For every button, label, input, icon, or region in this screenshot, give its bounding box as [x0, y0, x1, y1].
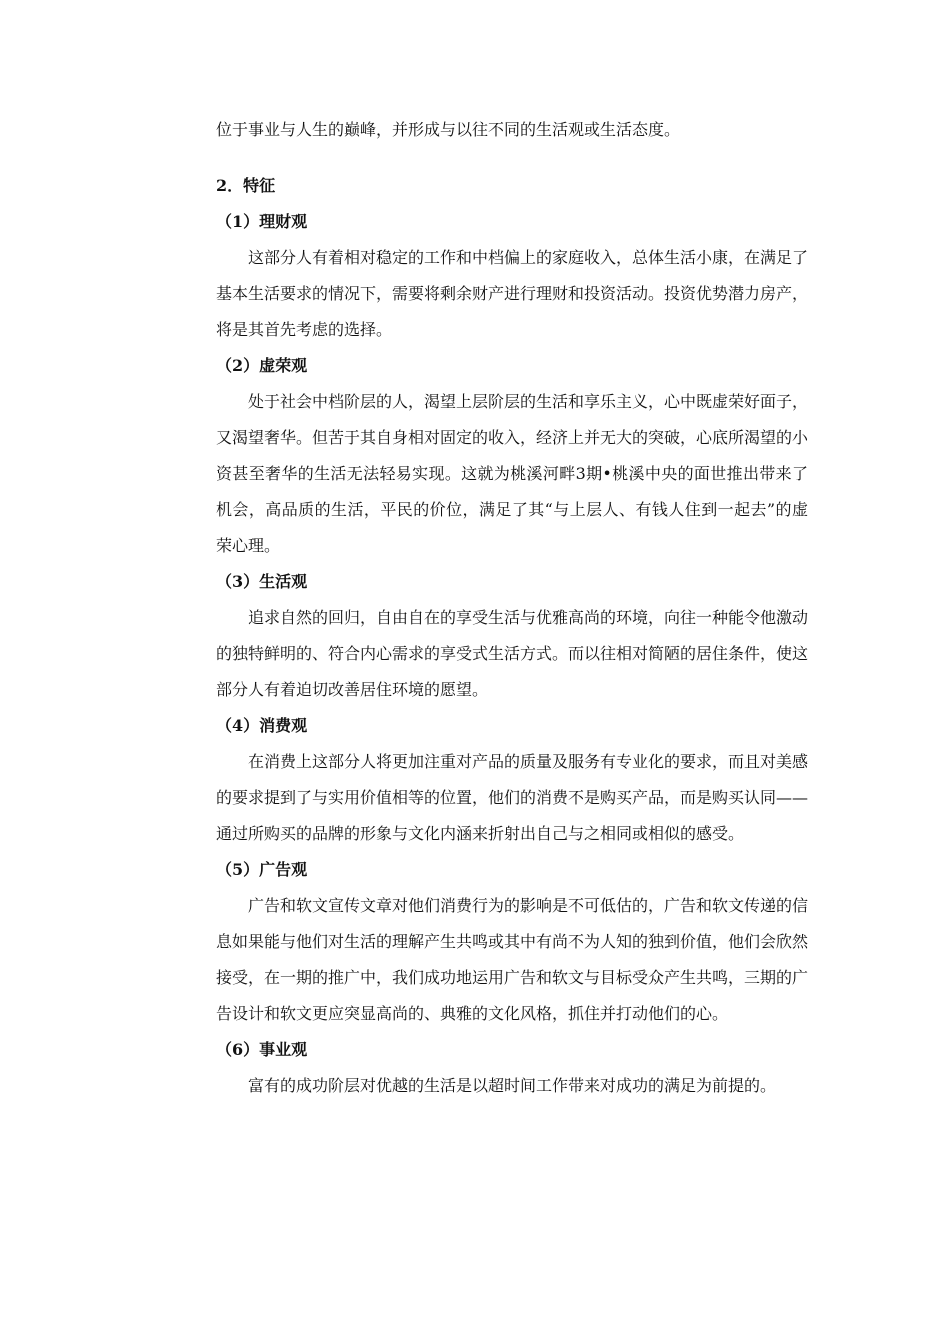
document-page: [216, 112, 808, 1104]
subsection-heading-vanity: （2）虚荣观: [216, 356, 308, 375]
section-heading-features: 2．特征: [216, 176, 276, 195]
subsection-text-consumption: 在消费上这部分人将更加注重对产品的质量及服务有专业化的要求，而且对美感的要求提到了与实用价值相等的位置，他们的消费不是购买产品，而是购买认同——通过所购买的品牌的形象与文化内涵来折射出自己与之相同或相似的感受。: [216, 752, 809, 843]
subsection-heading-advertising: （5）广告观: [216, 860, 308, 879]
subsection-heading-consumption: （4）消费观: [216, 716, 308, 735]
subsection-heading-career: （6）事业观: [216, 1040, 308, 1059]
subsection-text-vanity: 处于社会中档阶层的人，渴望上层阶层的生活和享乐主义，心中既虚荣好面子，又渴望奢华。但苦于其自身相对固定的收入，经济上并无大的突破，心底所渴望的小资甚至奢华的生活无法轻易实现。这就为桃溪河畔3期•桃溪中央的面世推出带来了机会，高品质的生活，平民的价位，满足了其“与上层人、有钱人住到一起去”的虚荣心理。: [216, 392, 809, 555]
subsection-text-career: 富有的成功阶层对优越的生活是以超时间工作带来对成功的满足为前提的。: [248, 1076, 777, 1095]
subsection-heading-finance: （1）理财观: [216, 212, 308, 231]
subsection-text-lifestyle: 追求自然的回归，自由自在的享受生活与优雅高尚的环境，向往一种能令他激动的独特鲜明的、符合内心需求的享受式生活方式。而以往相对简陋的居住条件，使这部分人有着迫切改善居住环境的愿望。: [216, 608, 809, 699]
intro-line: 位于事业与人生的巅峰，并形成与以往不同的生活观或生活态度。: [216, 120, 681, 139]
subsection-text-advertising: 广告和软文宣传文章对他们消费行为的影响是不可低估的，广告和软文传递的信息如果能与他们对生活的理解产生共鸣或其中有尚不为人知的独到价值，他们会欣然接受，在一期的推广中，我们成功地运用广告和软文与目标受众产生共鸣，三期的广告设计和软文更应突显高尚的、典雅的文化风格，抓住并打动他们的心。: [216, 896, 809, 1023]
subsection-text-finance: 这部分人有着相对稳定的工作和中档偏上的家庭收入，总体生活小康，在满足了基本生活要求的情况下，需要将剩余财产进行理财和投资活动。投资优势潜力房产，将是其首先考虑的选择。: [216, 248, 809, 339]
subsection-heading-lifestyle: （3）生活观: [216, 572, 308, 591]
